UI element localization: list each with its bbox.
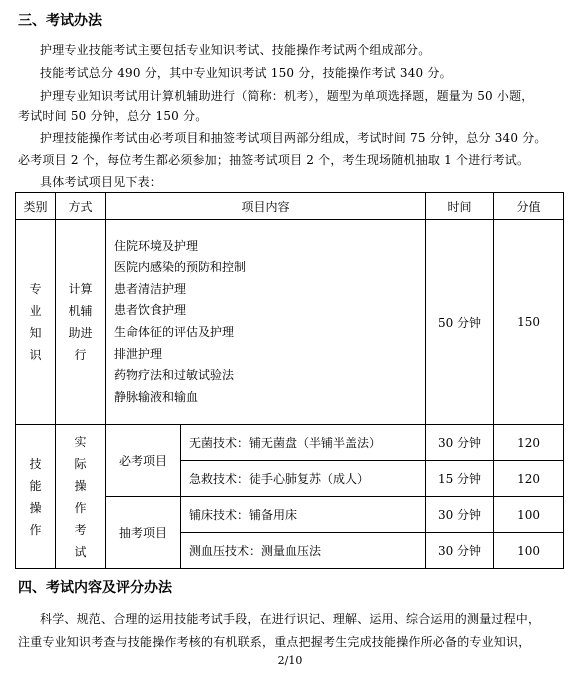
header-content: 项目内容: [106, 193, 426, 220]
list-item: 住院环境及护理: [114, 238, 199, 253]
table-row-score: 120: [494, 425, 564, 461]
paragraph: 注重专业知识考查与技能操作考核的有机联系，重点把握考生完成技能操作所必备的专业知识，: [18, 635, 531, 649]
paragraph: 护理专业技能考试主要包括专业知识考试、技能操作考试两个组成部分。: [40, 43, 431, 57]
header-category: 类别: [16, 193, 56, 220]
header-time: 时间: [426, 193, 494, 220]
table-row-name: 铺床技术：铺备用床: [181, 497, 426, 533]
section-4-title: 四、考试内容及评分办法: [18, 580, 172, 596]
header-method: 方式: [56, 193, 106, 220]
knowledge-method: 计算 机辅 助进 行: [56, 220, 106, 425]
exam-items-table: [15, 192, 564, 569]
header-score: 分值: [494, 193, 564, 220]
list-item: 静脉输液和输血: [114, 389, 199, 404]
section-3-title: 三、考试办法: [18, 13, 102, 29]
list-item: 患者饮食护理: [114, 303, 187, 318]
paragraph: 技能考试总分 490 分，其中专业知识考试 150 分，技能操作考试 340 分。: [40, 66, 452, 80]
list-item: 生命体征的评估及护理: [114, 325, 235, 339]
list-item: 医院内感染的预防和控制: [114, 260, 247, 275]
paragraph: 具体考试项目见下表：: [40, 175, 163, 189]
paragraph: 护理技能操作考试由必考项目和抽签考试项目两部分组成，考试时间 75 分钟，总分 340 分。: [40, 131, 547, 145]
table-row-name: 急救技术：徒手心肺复苏（成人）: [181, 461, 426, 497]
skills-method: 实 际 操 作 考 试: [56, 425, 106, 569]
paragraph: 必考项目 2 个，每位考生都必须参加；抽签考试项目 2 个，考生现场随机抽取 1 个进行考试。: [18, 153, 530, 167]
page-number: 2/10: [277, 654, 303, 667]
lottery-items-label: 抽考项目: [106, 497, 181, 569]
table-row-name: 测血压技术：测量血压法: [181, 533, 426, 569]
table-row-score: 100: [494, 533, 564, 569]
list-item: 患者清洁护理: [114, 281, 187, 296]
skills-category: 技 能 操 作: [16, 425, 56, 569]
list-item: 药物疗法和过敏试验法: [114, 368, 235, 383]
knowledge-score: 150: [494, 220, 564, 425]
table-row-time: 30 分钟: [426, 497, 494, 533]
list-item: 排泄护理: [114, 346, 163, 361]
table-row-time: 30 分钟: [426, 533, 494, 569]
paragraph: 科学、规范、合理的运用技能考试手段，在进行识记、理解、运用、综合运用的测量过程中，: [40, 612, 541, 626]
paragraph: 考试时间 50 分钟，总分 150 分。: [18, 109, 208, 123]
table-row-score: 100: [494, 497, 564, 533]
knowledge-items: [106, 220, 426, 425]
table-row-score: 120: [494, 461, 564, 497]
knowledge-time: 50 分钟: [426, 220, 494, 425]
table-row-time: 30 分钟: [426, 425, 494, 461]
required-items-label: 必考项目: [106, 425, 181, 497]
knowledge-category: 专 业 知 识: [16, 220, 56, 425]
table-row-name: 无菌技术：铺无菌盘（半铺半盖法）: [181, 425, 426, 461]
paragraph: 护理专业知识考试用计算机辅助进行（简称：机考），题型为单项选择题，题量为 50 小题，: [40, 89, 534, 103]
table-row-time: 15 分钟: [426, 461, 494, 497]
